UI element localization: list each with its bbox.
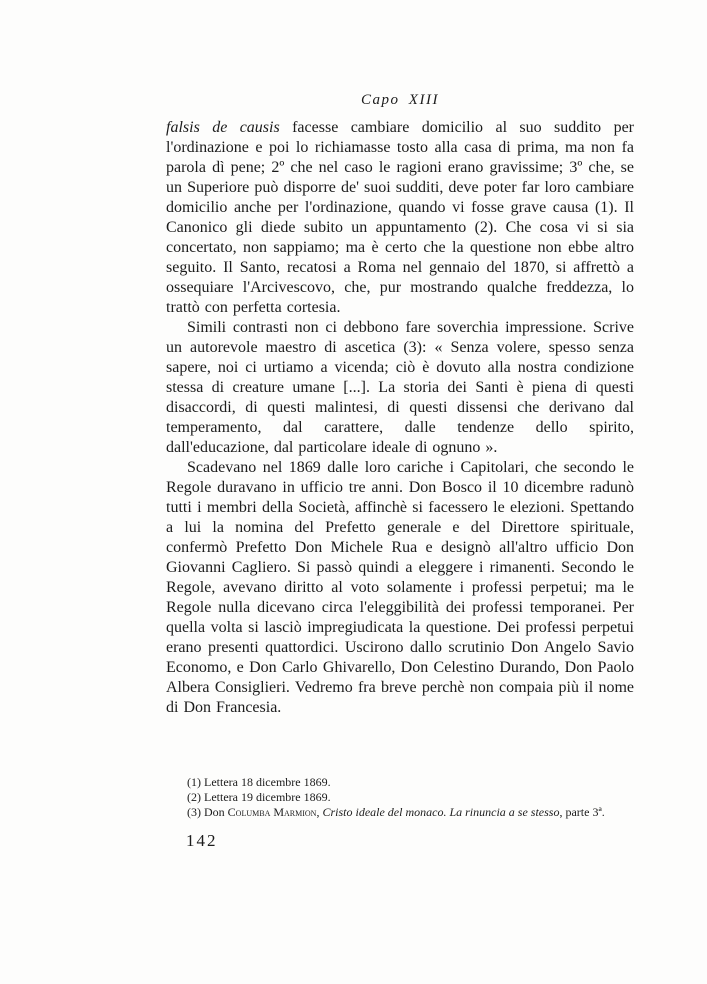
paragraph-2-text: Simili contrasti non ci debbono fare soverchia impressione. Scrive un autorevole maestro di ascetica (3): « Senza volere, spesso senza sapere, noi ci urtiamo a vicenda; ciò è dovuto alla nostra condizione stessa di creature umane [...]. La storia dei Santi è piena di questi disaccordi, di questi malintesi, di questi dissensi che derivano dal temperamento, dal carattere, dalle tendenze dello spirito, dall'educazione, dal particolare ideale di ognuno ». — [166, 319, 634, 456]
paragraph-2 — [166, 318, 634, 458]
page-number: 142 — [186, 831, 218, 850]
footnote-2: (2) Lettera 19 dicembre 1869. — [187, 790, 331, 804]
paragraph-1 — [166, 118, 634, 318]
paragraph-3 — [166, 458, 634, 718]
footnote-3 — [166, 805, 640, 820]
paragraph-1-text: facesse cambiare domicilio al suo suddito per l'ordinazione e poi lo richiamasse tosto alla casa di prima, ma non fa parola dì pene; 2º che nel caso le ragioni erano gravissime; 3º che, se un Superiore può disporre de' suoi sudditi, deve poter far loro cambiare domicilio anche per l'ordinazione, quando vi fosse grave causa (1). Il Canonico gli diede subito un appuntamento (2). Che cosa vi si sia concertato, non sappiamo; ma è certo che la questione non ebbe altro seguito. Il Santo, recatosi a Roma nel gennaio del 1870, si affrettò a ossequiare l'Arcivescovo, che, pur mostrando qualche freddezza, lo trattò con perfetta cortesia. — [166, 119, 634, 316]
footnote-3-separator: , — [316, 805, 323, 819]
footnote-3-prefix: (3) Don — [187, 805, 228, 819]
latin-phrase: falsis de causis — [166, 119, 280, 136]
footnotes — [166, 775, 640, 820]
footnote-1: (1) Lettera 18 dicembre 1869. — [187, 775, 331, 789]
footnote-3-author: Columba Marmion — [227, 805, 317, 819]
footnote-3-book-title: Cristo ideale del monaco. La rinuncia a se stesso — [322, 805, 560, 819]
footnote-3-suffix: , parte 3ª. — [559, 805, 605, 819]
paragraph-3-text: Scadevano nel 1869 dalle loro cariche i Capitolari, che secondo le Regole duravano in ufficio tre anni. Don Bosco il 10 dicembre radunò tutti i membri della Società, affinchè si facessero le elezioni. Spettando a lui la nomina del Prefetto generale e del Direttore spirituale, confermò Prefetto Don Michele Rua e designò all'altro ufficio Don Giovanni Cagliero. Si passò quindi a eleggere i rimanenti. Secondo le Regole, avevano diritto al voto solamente i professi perpetui; ma le Regole nulla dicevano circa l'eleggibilità dei professi temporanei. Per quella volta si lasciò impregiudicata la questione. Dei professi perpetui erano presenti quattordici. Uscirono dallo scrutinio Don Angelo Savio Economo, e Don Carlo Ghivarello, Don Celestino Durando, Don Paolo Albera Consiglieri. Vedremo fra breve perchè non compaia più il nome di Don Francesia. — [166, 459, 634, 716]
body-text — [166, 118, 634, 718]
running-head: Capo XIII — [361, 92, 439, 108]
